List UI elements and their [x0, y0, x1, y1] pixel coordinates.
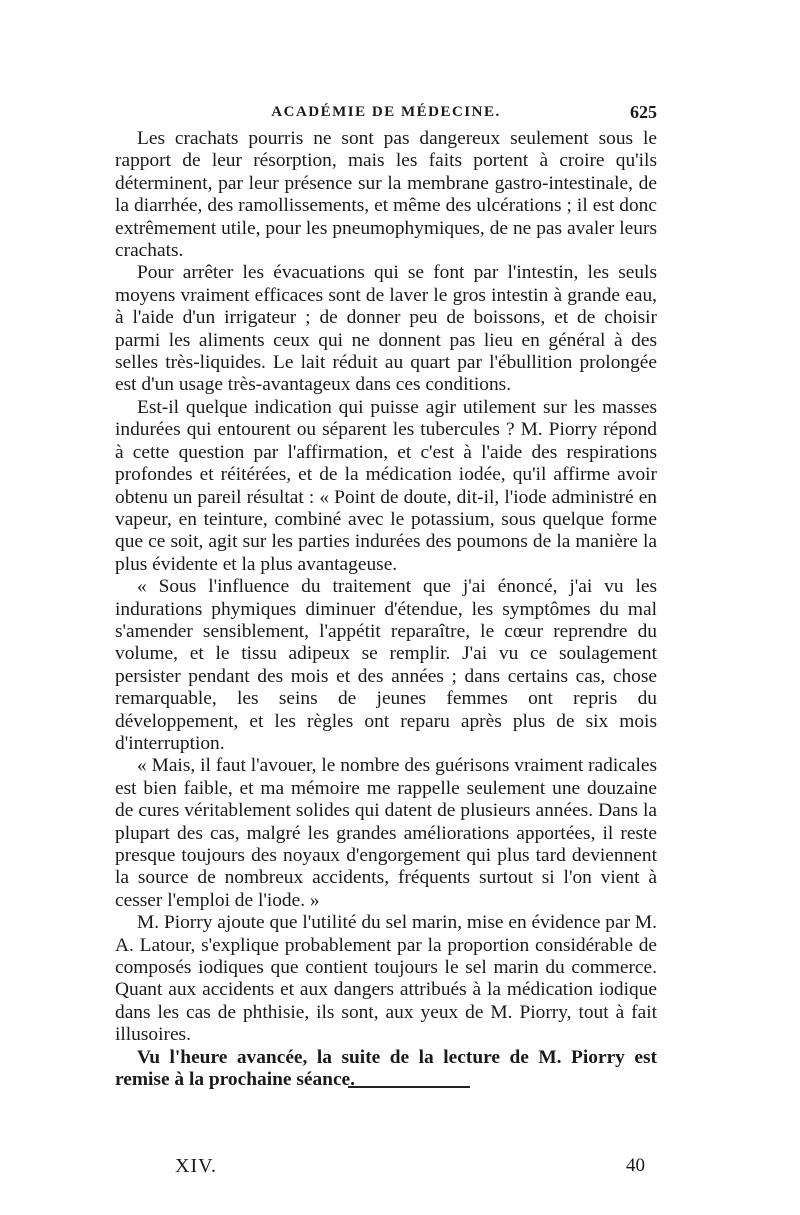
- page-footer: [175, 1152, 645, 1180]
- running-head: [115, 100, 657, 124]
- sheet-signature: 40: [626, 1155, 645, 1176]
- paragraph-sel-marin: M. Piorry ajoute que l'utilité du sel marin, mise en évidence par M. A. Latour, s'explique probablement par la proportion considérable de composés iodiques que contient toujours le sel marin du commerce. Quant aux accidents et aux dangers attribués à la médication iodique dans les cas de phthisie, ils sont, aux yeux de M. Piorry, tout à fait illusoires.: [115, 912, 657, 1046]
- section-divider: [348, 1086, 470, 1088]
- running-title: ACADÉMIE DE MÉDECINE.: [271, 104, 501, 120]
- volume-signature: XIV.: [175, 1155, 217, 1177]
- paragraph-evacuations: Pour arrêter les évacuations qui se font par l'intestin, les seuls moyens vraiment efficaces sont de laver le gros intestin à grande eau, à l'aide d'un irrigateur ; de donner peu de boissons, et de choisir parmi les aliments ceux qui ne donnent pas lieu en général à des selles très-liquides. Le lait réduit au quart par l'ébullition prolongée est d'un usage très-avantageux dans ces conditions.: [115, 262, 657, 396]
- paragraph-indication: Est-il quelque indication qui puisse agir utilement sur les masses indurées qui entourent ou séparent les tubercules ? M. Piorry répond à cette question par l'affirmation, et c'est à l'aide des respirations profondes et réitérées, et de la médication iodée, qu'il affirme avoir obtenu un pareil résultat : « Point de doute, dit-il, l'iode administré en vapeur, en teinture, combiné avec le potassium, sous quelque forme que ce soit, agit sur les parties indurées des poumons de la manière la plus évidente et la plus avantageuse.: [115, 396, 657, 575]
- body-text: [115, 128, 657, 1091]
- page-number: 625: [630, 102, 657, 122]
- paragraph-seance: Vu l'heure avancée, la suite de la lecture de M. Piorry est remise à la prochaine séance.: [115, 1046, 657, 1091]
- paragraph-guerisons: « Mais, il faut l'avouer, le nombre des guérisons vraiment radicales est bien faible, et ma mémoire me rappelle seulement une douzaine de cures véritablement solides qui datent de plusieurs années. Dans la plupart des cas, malgré les grandes améliorations apportées, il reste presque toujours des noyaux d'engorgement qui plus tard deviennent la source de nombreux accidents, fréquents surtout si l'on vient à cesser l'emploi de l'iode. »: [115, 755, 657, 911]
- paragraph-influence: « Sous l'influence du traitement que j'ai énoncé, j'ai vu les indurations phymiques diminuer d'étendue, les symptômes du mal s'amender sensiblement, l'appétit reparaître, le cœur reprendre du volume, et le tissu adipeux se remplir. J'ai vu ce soulagement persister pendant des mois et des années ; dans certains cas, chose remarquable, les seins de jeunes femmes ont repris du développement, et les règles ont reparu après plus de six mois d'interruption.: [115, 576, 657, 754]
- paragraph-crachats: Les crachats pourris ne sont pas dangereux seulement sous le rapport de leur résorption, mais les faits portent à croire qu'ils déterminent, par leur présence sur la membrane gastro-intestinale, de la diarrhée, des ramollissements, et même des ulcérations ; il est donc extrêmement utile, pour les pneumophymiques, de ne pas avaler leurs crachats.: [115, 128, 657, 262]
